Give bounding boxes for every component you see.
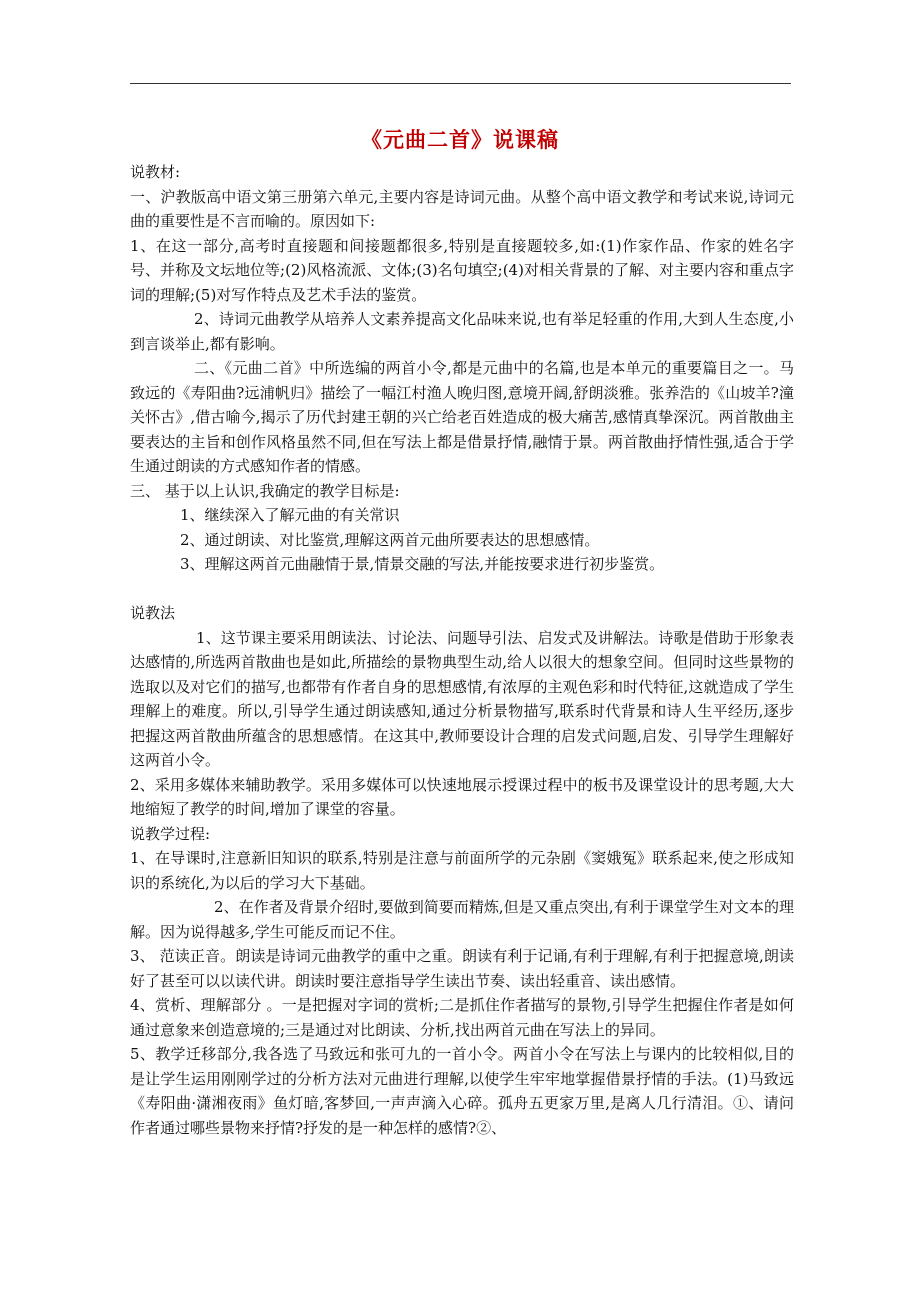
- section-heading-material: 说教材:: [130, 163, 181, 181]
- paragraph: 4、赏析、理解部分 。一是把握对字词的赏析;二是抓住作者描写的景物,引导学生把握住作者是如何通过意象来创造意境的;三是通过对比朗读、分析,找出两首元曲在写法上的异同。: [130, 996, 794, 1039]
- goal-item: 2、通过朗读、对比鉴赏,理解这两首元曲所要表达的思想感情。: [180, 530, 600, 549]
- paragraph: 三、 基于以上认识,我确定的教学目标是:: [130, 481, 400, 500]
- paragraph: 5、教学迁移部分,我各选了马致远和张可九的一首小令。两首小令在写法上与课内的比较相似,目的是让学生运用刚刚学过的分析方法对元曲进行理解,以使学生牢牢地掌握借景抒情的手法。(1)马致远《寿阳曲·潇湘夜雨》鱼灯暗,客梦回,一声声滴入心碎。孤舟五更家万里,是离人几行清泪。①、请问作者通过哪些景物来抒情?抒发的是一种怎样的感情?②、: [130, 1045, 794, 1137]
- paragraph: 1、在这一部分,高考时直接题和间接题都很多,特别是直接题较多,如:(1)作家作品、作家的姓名字号、并称及文坛地位等;(2)风格流派、文体;(3)名句填空;(4)对相关背景的了解、对主要内容和重点字词的理解;(5)对写作特点及艺术手法的鉴赏。: [130, 236, 794, 304]
- header-rule: [130, 83, 791, 84]
- document-body: [130, 160, 794, 1140]
- goal-item: 1、继续深入了解元曲的有关常识: [180, 506, 400, 524]
- page-title: 《元曲二首》说课稿: [361, 128, 559, 152]
- paragraph: 3、 范读正音。朗读是诗词元曲教学的重中之重。朗读有利于记诵,有利于理解,有利于把握意境,朗读好了甚至可以以读代讲。朗读时要注意指导学生读出节奏、读出轻重音、读出感情。: [130, 947, 794, 990]
- paragraph: 2、采用多媒体来辅助教学。采用多媒体可以快速地展示授课过程中的板书及课堂设计的思考题,大大地缩短了教学的时间,增加了课堂的容量。: [130, 775, 794, 818]
- paragraph: 2、在作者及背景介绍时,要做到简要而精炼,但是又重点突出,有利于课堂学生对文本的理解。因为说得越多,学生可能反而记不住。: [130, 898, 794, 941]
- section-heading-process: 说教学过程:: [130, 824, 211, 843]
- goal-item: 3、理解这两首元曲融情于景,情景交融的写法,并能按要求进行初步鉴赏。: [180, 555, 665, 573]
- paragraph: 1、这节课主要采用朗读法、讨论法、问题导引法、启发式及讲解法。诗歌是借助于形象表达感情的,所选两首散曲也是如此,所描绘的景物典型生动,给人以很大的想象空间。但同时这些景物的选取以及对它们的描写,也都带有作者自身的思想感情,有浓厚的主观色彩和时代特征,这就造成了学生理解上的难度。所以,引导学生通过朗读感知,通过分析景物描写,联系时代背景和诗人生平经历,逐步把握这两首散曲所蕴含的思想感情。在这其中,教师要设计合理的启发式问题,启发、引导学生理解好这两首小令。: [130, 628, 794, 769]
- section-heading-method: 说教法: [130, 604, 176, 622]
- paragraph: 一、沪教版高中语文第三册第六单元,主要内容是诗词元曲。从整个高中语文教学和考试来说,诗词元曲的重要性是不言而喻的。原因如下:: [130, 187, 794, 230]
- paragraph: 二、《元曲二首》中所选编的两首小令,都是元曲中的名篇,也是本单元的重要篇目之一。马致远的《寿阳曲?远浦帆归》描绘了一幅江村渔人晚归图,意境开阔,舒朗淡雅。张养浩的《山坡羊?潼关怀古》,借古喻今,揭示了历代封建王朝的兴亡给老百姓造成的极大痛苦,感情真挚深沉。两首散曲主要表达的主旨和创作风格虽然不同,但在写法上都是借景抒情,融情于景。两首散曲抒情性强,适合于学生通过朗读的方式感知作者的情感。: [130, 359, 794, 475]
- spacer: [130, 577, 794, 602]
- paragraph: 2、诗词元曲教学从培养人文素养提高文化品味来说,也有举足轻重的作用,大到人生态度,小到言谈举止,都有影响。: [130, 310, 794, 353]
- paragraph: 1、在导课时,注意新旧知识的联系,特别是注意与前面所学的元杂剧《窦娥冤》联系起来,使之形成知识的系统化,为以后的学习大下基础。: [130, 849, 794, 892]
